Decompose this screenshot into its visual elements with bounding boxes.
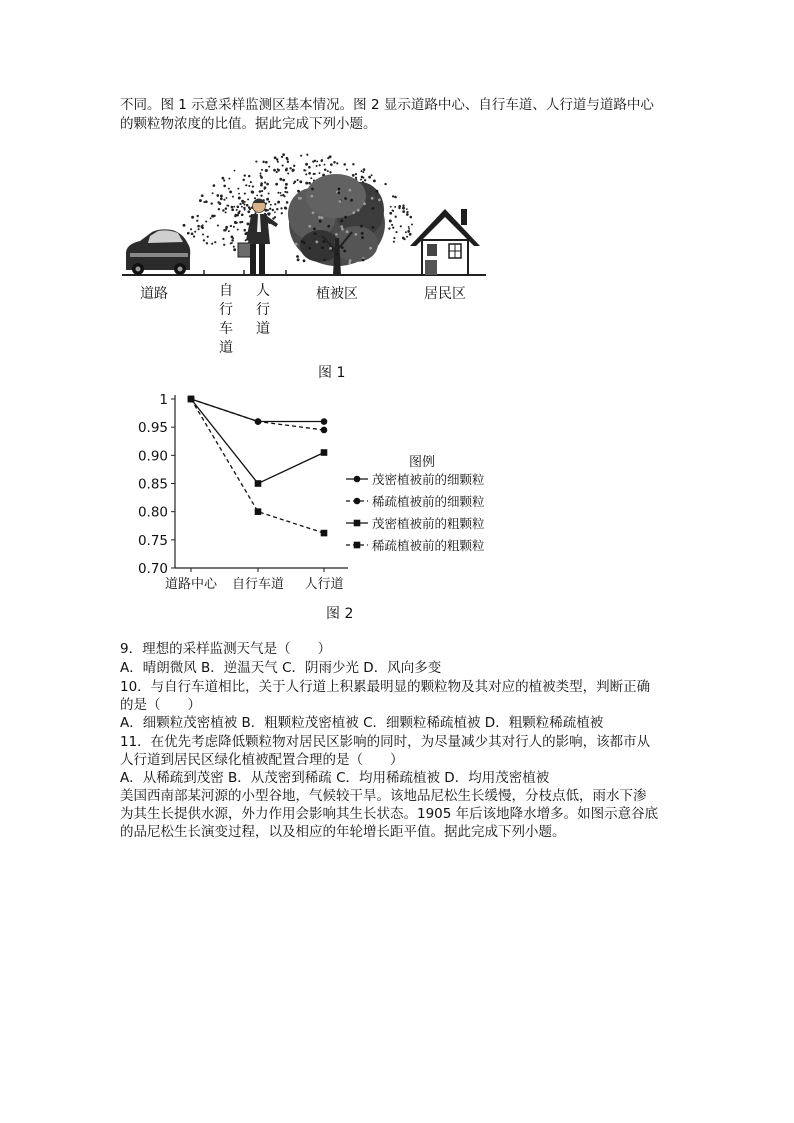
- legend-swatch-marker: [354, 498, 361, 505]
- label-road: 道路: [140, 286, 168, 302]
- q10-options: A．细颗粒茂密植被 B．粗颗粒茂密植被 C．细颗粒稀疏植被 D．粗颗粒稀疏植被: [120, 715, 604, 731]
- q11-options: A．从稀疏到茂密 B．从茂密到稀疏 C．均用稀疏植被 D．均用茂密植被: [120, 770, 550, 786]
- y-tick-label: 0.80: [137, 504, 168, 521]
- passage-2-line-2: 为其生长提供水源，外力作用会影响其生长状态。1905 年后该地降水增多。如图示意谷底: [120, 806, 659, 822]
- y-tick-label: 0.85: [137, 476, 168, 493]
- data-point: [255, 480, 262, 487]
- q10-stem-line-2: 的是（ ）: [120, 697, 201, 713]
- q9-stem: 9．理想的采样监测天气是（ ）: [120, 641, 332, 657]
- x-tick-label: 人行道: [304, 577, 344, 592]
- data-point: [255, 508, 262, 515]
- x-tick-label: 道路中心: [164, 577, 218, 592]
- data-point: [321, 449, 328, 456]
- legend-swatch-marker: [354, 520, 361, 527]
- y-tick-label: 1: [159, 392, 168, 408]
- data-point: [188, 396, 195, 403]
- q10-stem-line-1: 10．与自行车道相比，关于人行道上积累最明显的颗粒物及其对应的植被类型，判断正确: [120, 679, 651, 695]
- legend-swatch-marker: [354, 542, 361, 549]
- y-tick-label: 0.90: [137, 448, 168, 465]
- q11-stem-line-2: 人行道到居民区绿化植被配置合理的是（ ）: [120, 752, 404, 768]
- x-tick-label: 自行车道: [231, 577, 285, 592]
- figure-1-caption: 图 1: [318, 365, 346, 381]
- q9-options: A．晴朗微风 B．逆温天气 C．阴雨少光 D．风向多变: [120, 660, 442, 676]
- label-vegetation: 植被区: [316, 286, 358, 302]
- series-line: [191, 399, 324, 430]
- legend-label: 茂密植被前的细颗粒: [372, 472, 485, 487]
- passage-2-line-3: 的品尼松生长演变过程，以及相应的年轮增长距平值。据此完成下列小题。: [120, 824, 566, 840]
- y-tick-label: 0.75: [137, 532, 168, 549]
- passage-2-line-1: 美国西南部某河源的小型谷地，气候较干旱。该地品尼松生长缓慢，分枝点低，雨水下渗: [120, 788, 647, 804]
- intro-line-1: 不同。图 1 示意采样监测区基本情况。图 2 显示道路中心、自行车道、人行道与道路中心: [120, 97, 654, 113]
- legend-label: 茂密植被前的粗颗粒: [372, 516, 485, 531]
- legend-swatch-marker: [354, 476, 361, 483]
- q11-stem-line-1: 11．在优先考虑降低颗粒物对居民区影响的同时，为尽量减少其对行人的影响，该都市从: [120, 734, 651, 750]
- series-line: [191, 399, 324, 422]
- data-point: [321, 530, 328, 537]
- label-bike-lane: 自行车道: [219, 283, 233, 356]
- intro-line-2: 的颗粒物浓度的比值。据此完成下列小题。: [120, 116, 377, 132]
- data-point: [321, 418, 328, 425]
- label-residential: 居民区: [424, 286, 466, 302]
- label-sidewalk: 人行道: [256, 283, 270, 337]
- legend-title: 图例: [408, 455, 436, 470]
- series-line: [191, 399, 324, 484]
- chart-plot: [138, 392, 485, 592]
- data-point: [255, 418, 262, 425]
- figure-2-caption: 图 2: [326, 606, 354, 622]
- y-tick-label: 0.95: [137, 420, 168, 437]
- data-point: [321, 427, 328, 434]
- legend-label: 稀疏植被前的细颗粒: [372, 494, 485, 509]
- legend-label: 稀疏植被前的粗颗粒: [372, 538, 485, 553]
- y-tick-label: 0.70: [137, 561, 168, 577]
